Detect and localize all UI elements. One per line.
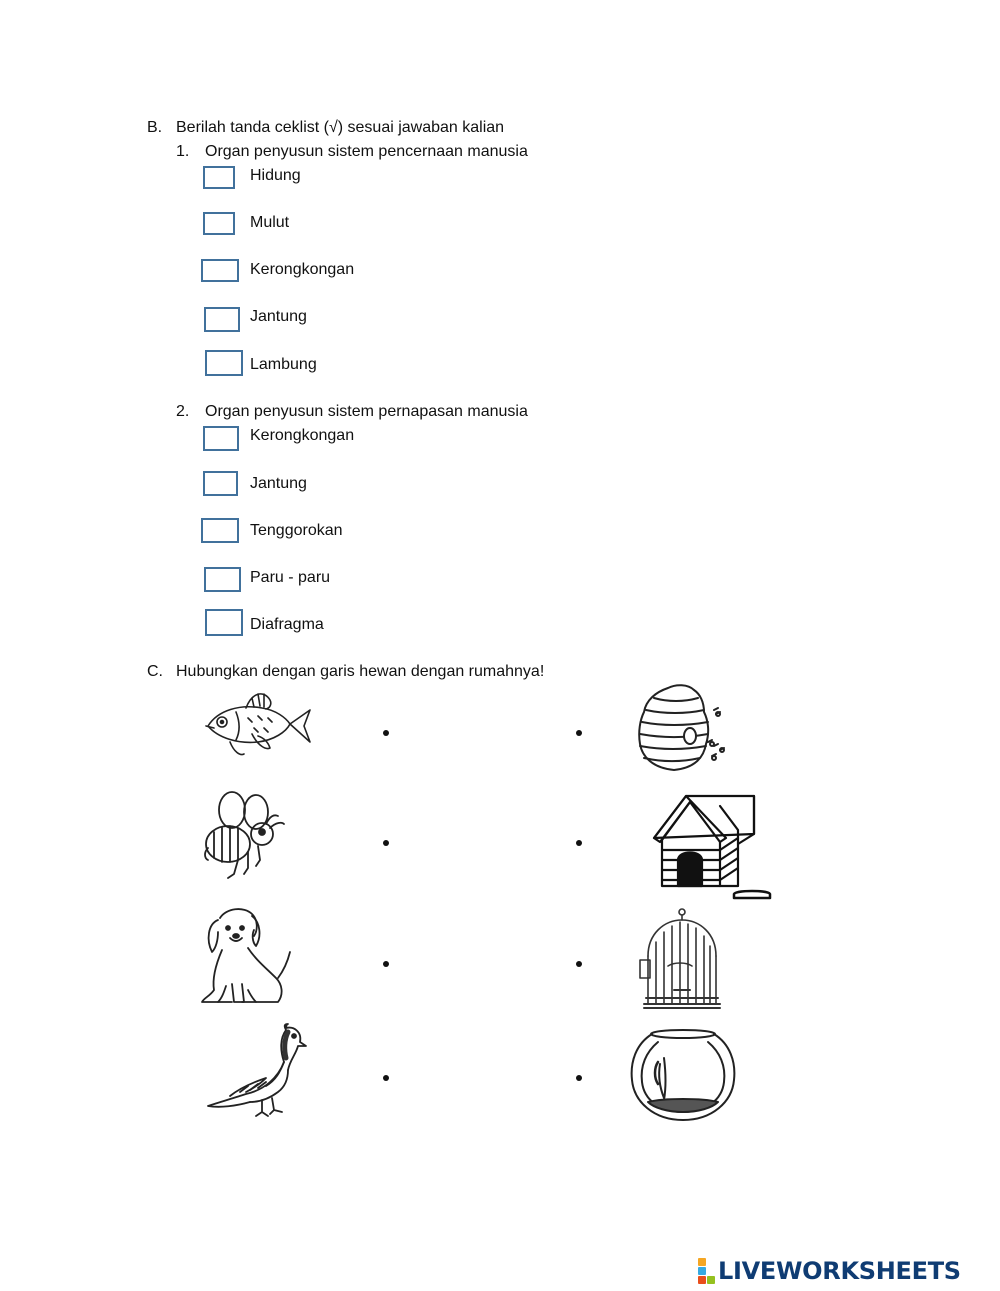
logo-text: LIVEWORKSHEETS xyxy=(718,1257,961,1285)
question-2-text: Organ penyusun sistem pernapasan manusia xyxy=(205,403,528,420)
beehive-icon xyxy=(634,684,734,774)
checkbox-q1-mulut[interactable] xyxy=(203,212,235,235)
option-label: Kerongkongan xyxy=(250,427,355,444)
checkbox-q2-diafragma[interactable] xyxy=(205,609,243,636)
birdcage-icon xyxy=(634,906,724,1014)
checkbox-q1-lambung[interactable] xyxy=(205,350,243,376)
section-c-instruction: Hubungkan dengan garis hewan dengan rumahnya! xyxy=(176,663,545,680)
option-label: Kerongkongan xyxy=(250,261,355,278)
home-dot-4[interactable] xyxy=(576,1075,582,1081)
option-label: Lambung xyxy=(250,356,317,373)
checkbox-q1-jantung[interactable] xyxy=(204,307,240,332)
section-c-letter: C. xyxy=(147,663,163,680)
home-dot-3[interactable] xyxy=(576,961,582,967)
question-2-number: 2. xyxy=(176,403,190,420)
option-label: Mulut xyxy=(250,214,290,231)
checkbox-q2-paru-paru[interactable] xyxy=(204,567,241,592)
fish-icon xyxy=(200,688,315,760)
checkbox-q1-kerongkongan[interactable] xyxy=(201,259,239,282)
option-label: Tenggorokan xyxy=(250,522,343,539)
option-label: Hidung xyxy=(250,167,301,184)
option-label: Jantung xyxy=(250,308,307,325)
pigeon-icon xyxy=(200,1022,310,1122)
dog-icon xyxy=(196,904,296,1012)
liveworksheets-logo xyxy=(698,1256,961,1286)
doghouse-icon xyxy=(650,794,775,902)
question-1-text: Organ penyusun sistem pencernaan manusia xyxy=(205,143,528,160)
fishbowl-icon xyxy=(628,1028,738,1124)
option-label: Jantung xyxy=(250,475,307,492)
home-dot-1[interactable] xyxy=(576,730,582,736)
option-label: Diafragma xyxy=(250,616,324,633)
section-b-instruction: Berilah tanda ceklist (√) sesuai jawaban kalian xyxy=(176,119,505,136)
section-b-letter: B. xyxy=(147,119,163,136)
question-1-number: 1. xyxy=(176,143,190,160)
animal-dot-1[interactable] xyxy=(383,730,389,736)
checkbox-q2-kerongkongan[interactable] xyxy=(203,426,239,451)
logo-blocks-icon xyxy=(698,1258,715,1284)
animal-dot-3[interactable] xyxy=(383,961,389,967)
animal-dot-4[interactable] xyxy=(383,1075,389,1081)
checkbox-q1-hidung[interactable] xyxy=(203,166,235,189)
checkbox-q2-jantung[interactable] xyxy=(203,471,238,496)
checkbox-q2-tenggorokan[interactable] xyxy=(201,518,239,543)
bee-icon xyxy=(198,788,288,880)
home-dot-2[interactable] xyxy=(576,840,582,846)
animal-dot-2[interactable] xyxy=(383,840,389,846)
option-label: Paru - paru xyxy=(250,569,331,586)
